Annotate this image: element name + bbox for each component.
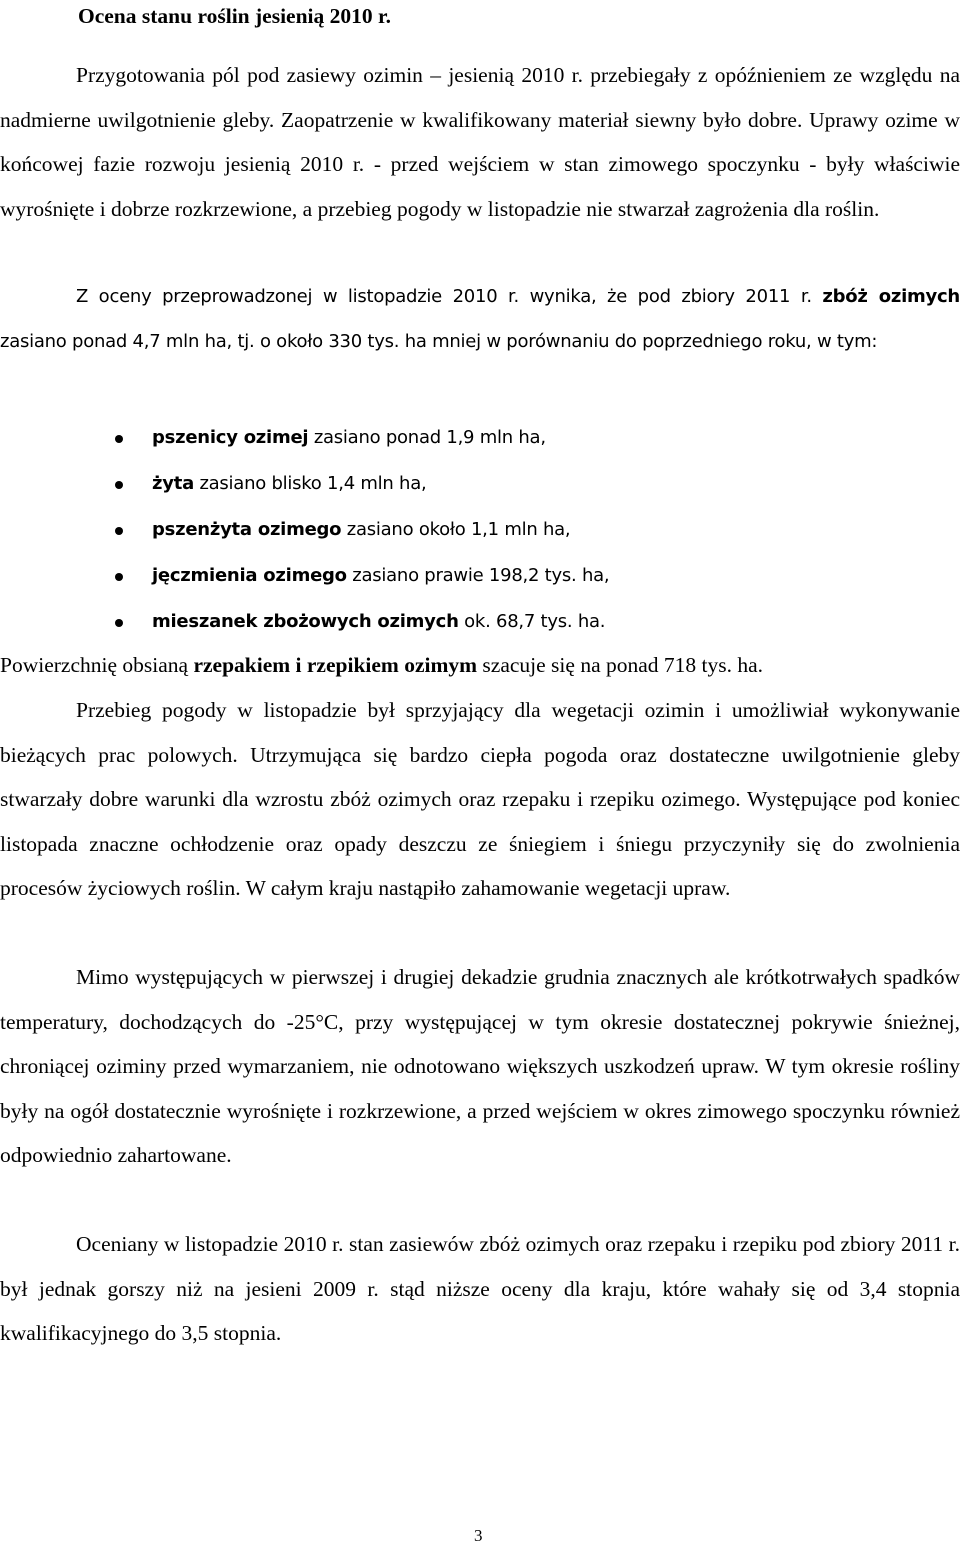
rapeseed-bold-crop: rzepakiem i rzepikiem ozimym <box>193 653 478 677</box>
rapeseed-text-end: szacuje się na ponad 718 tys. ha. <box>477 653 764 677</box>
list-item <box>0 553 960 599</box>
crop-area-text: zasiano około 1,1 mln ha, <box>341 519 571 540</box>
bullet-icon <box>115 619 123 627</box>
crop-area-text: zasiano prawie 198,2 tys. ha, <box>346 565 610 586</box>
page-number: 3 <box>474 1526 483 1545</box>
crop-name: jęczmienia ozimego <box>152 565 347 586</box>
assessment-text-end: zasiano ponad 4,7 mln ha, tj. o około 330 tys. ha mniej w porównaniu do poprzedniego roku, w tym: <box>0 330 878 352</box>
rapeseed-text-start: Powierzchnię obsianą <box>0 653 194 677</box>
crop-name: pszenżyta ozimego <box>152 519 342 540</box>
list-item <box>0 461 960 507</box>
crop-name: żyta <box>152 473 194 494</box>
crop-area-text: zasiano ponad 1,9 mln ha, <box>308 427 546 448</box>
crop-bullet-list <box>0 415 960 645</box>
document-title: Ocena stanu roślin jesienią 2010 r. <box>78 4 391 28</box>
crop-name: mieszanek zbożowych ozimych <box>152 611 459 632</box>
paragraph-preparation: Przygotowania pól pod zasiewy ozimin – jesienią 2010 r. przebiegały z opóźnieniem ze względu na nadmierne uwilgotnienie gleby. Zaopatrzenie w kwalifikowany materiał siewny było dobre. Uprawy ozime w końcowej fazie rozwoju jesienią 2010 r. - przed wejściem w stan zimowego spoczynku - były właściwie wyrośnięte i dobrze rozkrzewione, a przebieg pogody w listopadzie nie stwarzał zagrożenia dla roślin. <box>0 63 960 221</box>
paragraph-assessment <box>0 275 960 364</box>
assessment-bold-crop: zbóż ozimych <box>822 286 960 307</box>
bullet-icon <box>115 573 123 581</box>
bullet-icon <box>115 527 123 535</box>
list-item <box>0 507 960 553</box>
crop-name: pszenicy ozimej <box>152 427 309 448</box>
paragraph-weather: Przebieg pogody w listopadzie był sprzyjający dla wegetacji ozimin i umożliwiał wykonywanie bieżących prac polowych. Utrzymująca się bardzo ciepła pogoda oraz dostateczne uwilgotnienie gleby stwarzały dobre warunki dla wzrostu zbóż ozimych oraz rzepaku i rzepiku ozimego. Występujące pod koniec listopada znaczne ochłodzenie oraz opady deszczu ze śniegiem i śniegu przyczyniły się do zwolnienia procesów życiowych roślin. W całym kraju nastąpiło zahamowanie wegetacji upraw. <box>0 698 960 900</box>
paragraph-conclusion: Oceniany w listopadzie 2010 r. stan zasiewów zbóż ozimych oraz rzepaku i rzepiku pod zbiory 2011 r. był jednak gorszy niż na jesieni 2009 r. stąd niższe oceny dla kraju, które wahały się od 3,4 stopnia kwalifikacyjnego do 3,5 stopnia. <box>0 1232 960 1345</box>
list-item <box>0 599 960 645</box>
assessment-text-start: Z oceny przeprowadzonej w listopadzie 2010 r. wynika, że pod zbiory 2011 r. <box>76 286 823 307</box>
crop-area-text: zasiano blisko 1,4 mln ha, <box>193 473 427 494</box>
list-item <box>0 415 960 461</box>
paragraph-rapeseed <box>0 643 960 688</box>
bullet-icon <box>115 481 123 489</box>
bullet-icon <box>115 435 123 443</box>
paragraph-winter: Mimo występujących w pierwszej i drugiej dekadzie grudnia znacznych ale krótkotrwałych spadków temperatury, dochodzących do -25°C, przy występującej w tym okresie dostatecznej pokrywie śnieżnej, chroniącej oziminy przed wymarzaniem, nie odnotowano większych uszkodzeń upraw. W tym okresie rośliny były na ogół dostatecznie wyrośnięte i rozkrzewione, a przed wejściem w okres zimowego spoczynku również odpowiednio zahartowane. <box>0 965 960 1167</box>
crop-area-text: ok. 68,7 tys. ha. <box>458 611 606 632</box>
